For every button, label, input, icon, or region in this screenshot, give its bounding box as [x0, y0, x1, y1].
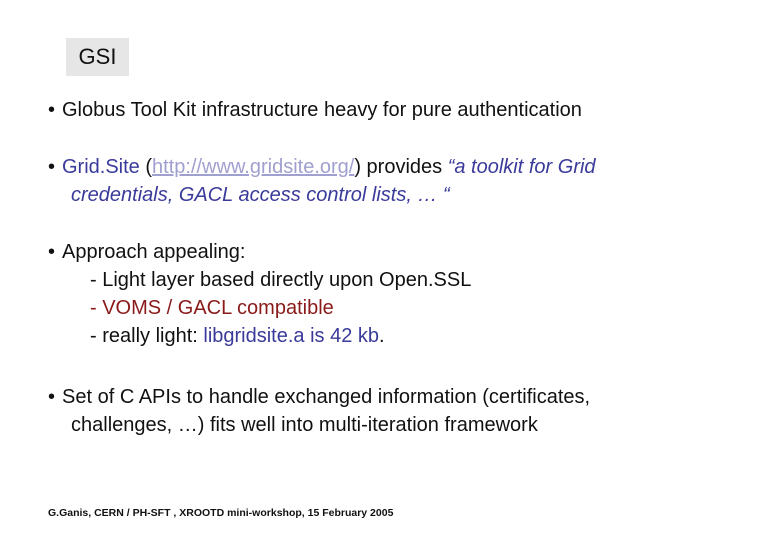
libgridsite-size: libgridsite.a is 42 kb [203, 325, 380, 347]
paren-open: ( [139, 156, 153, 178]
footer-credit: G.Ganis, CERN / PH-SFT , XROOTD mini-workshop, 15 February 2005 [48, 507, 394, 519]
bullet-globus [48, 96, 582, 124]
gridsite-quote-1: “a toolkit for Grid [447, 156, 596, 178]
approach-heading: Approach appealing: [62, 241, 246, 263]
approach-sub-2: - VOMS / GACL compatible [90, 297, 334, 319]
bullet-marker: • [48, 241, 56, 263]
gridsite-name: Grid.Site [62, 156, 140, 178]
approach-sub-3 [48, 322, 471, 350]
gridsite-quote-2: credentials, GACL access control lists, … “ [71, 184, 450, 206]
sub3-prefix: - really light: [90, 325, 204, 347]
capis-line-1: Set of C APIs to handle exchanged information (certificates, [62, 386, 591, 408]
bullet-marker: • [48, 386, 56, 408]
sub3-suffix: . [379, 325, 385, 347]
gridsite-link[interactable]: http://www.gridsite.org/ [152, 156, 355, 178]
bullet-marker: • [48, 99, 56, 121]
approach-sub-1: - Light layer based directly upon Open.SSL [90, 269, 472, 291]
slide-title: GSI [66, 38, 129, 76]
bullet-approach [48, 238, 471, 350]
bullet-gridsite [48, 153, 596, 209]
bullet-capis [48, 383, 590, 439]
provides-text: ) provides [354, 156, 448, 178]
bullet-text: Globus Tool Kit infrastructure heavy for pure authentication [62, 99, 582, 121]
bullet-marker: • [48, 156, 56, 178]
capis-line-2: challenges, …) fits well into multi-iteration framework [71, 414, 538, 436]
